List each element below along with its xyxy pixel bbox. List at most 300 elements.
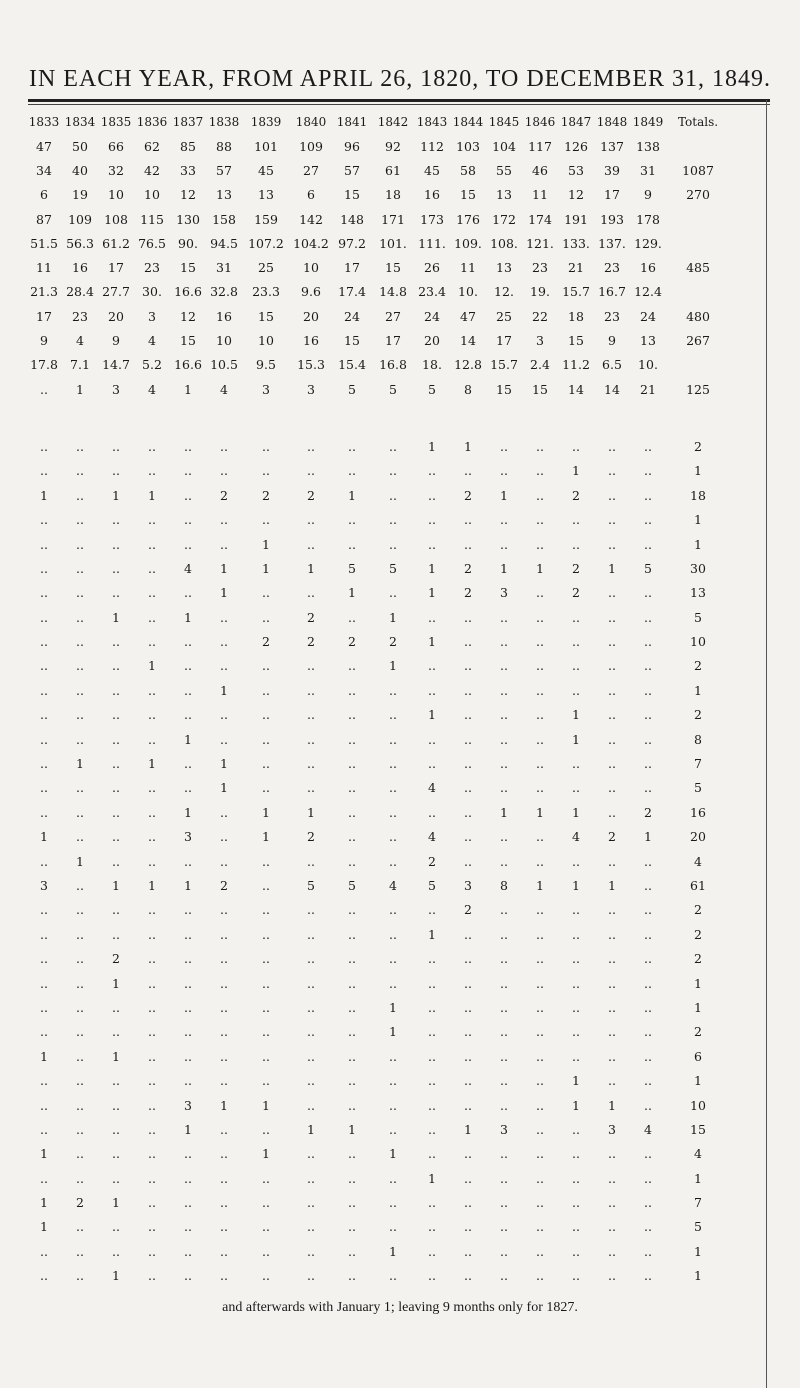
table-cell: 2 xyxy=(464,585,472,601)
table-cell: 23 xyxy=(532,260,548,276)
total-cell: 1 xyxy=(694,1268,702,1284)
table-cell: 2 xyxy=(307,609,315,625)
table-cell: .. xyxy=(148,1170,156,1186)
table-cell: 5 xyxy=(428,381,436,397)
table-cell: .. xyxy=(500,1048,508,1064)
table-cell: .. xyxy=(500,1243,508,1259)
header-year: 1844 xyxy=(452,115,484,129)
table-cell: .. xyxy=(608,682,616,698)
table-cell: .. xyxy=(348,756,356,772)
total-cell: 61 xyxy=(690,877,706,893)
total-cell xyxy=(666,280,730,304)
table-cell: 2 xyxy=(644,804,652,820)
table-cell: 18 xyxy=(568,308,584,324)
table-cell: .. xyxy=(112,658,120,674)
table-cell: 112 xyxy=(420,138,444,154)
table-cell: .. xyxy=(148,1146,156,1162)
table-cell: .. xyxy=(40,381,48,397)
table-row xyxy=(26,304,730,328)
table-cell: .. xyxy=(76,536,84,552)
table-cell: .. xyxy=(389,1219,397,1235)
table-cell: .. xyxy=(148,560,156,576)
total-cell: 1 xyxy=(694,512,702,528)
table-cell: .. xyxy=(389,1268,397,1284)
table-cell: .. xyxy=(608,1048,616,1064)
table-cell: .. xyxy=(76,975,84,991)
table-cell: .. xyxy=(389,536,397,552)
table-cell: .. xyxy=(348,902,356,918)
table-cell: .. xyxy=(40,609,48,625)
table-cell: 2 xyxy=(464,487,472,503)
table-cell: 3 xyxy=(112,381,120,397)
table-cell: .. xyxy=(644,853,652,869)
table-cell: .. xyxy=(572,536,580,552)
table-cell: .. xyxy=(389,853,397,869)
table-cell: .. xyxy=(220,1121,228,1137)
table-cell: .. xyxy=(348,512,356,528)
table-row xyxy=(26,483,730,507)
table-cell: 1 xyxy=(148,658,156,674)
table-cell: 1 xyxy=(389,658,397,674)
table-cell: .. xyxy=(572,634,580,650)
table-cell: .. xyxy=(148,1243,156,1259)
table-cell: .. xyxy=(307,951,315,967)
table-cell: .. xyxy=(76,926,84,942)
table-cell: .. xyxy=(148,731,156,747)
table-cell: .. xyxy=(112,560,120,576)
table-cell: 4 xyxy=(148,333,156,349)
table-cell: .. xyxy=(76,829,84,845)
table-cell: 45 xyxy=(258,162,274,178)
table-cell: 1 xyxy=(220,560,228,576)
table-cell: 58 xyxy=(460,162,476,178)
table-cell: 5.2 xyxy=(142,357,162,373)
table-cell: .. xyxy=(464,804,472,820)
table-cell: .. xyxy=(464,975,472,991)
total-cell: 7 xyxy=(694,1195,702,1211)
table-cell: .. xyxy=(389,951,397,967)
table-cell: .. xyxy=(76,951,84,967)
table-cell: .. xyxy=(307,1048,315,1064)
table-cell: .. xyxy=(40,731,48,747)
table-row xyxy=(26,1093,730,1117)
table-cell: 1 xyxy=(608,877,616,893)
table-cell: .. xyxy=(500,853,508,869)
table-cell: .. xyxy=(307,438,315,454)
table-cell: 1 xyxy=(500,487,508,503)
table-cell: 109 xyxy=(68,211,92,227)
table-cell: 104 xyxy=(492,138,516,154)
table-cell: .. xyxy=(76,1121,84,1137)
total-cell: 2 xyxy=(694,658,702,674)
table-cell: 55 xyxy=(496,162,512,178)
table-cell: .. xyxy=(262,438,270,454)
total-cell: 2 xyxy=(694,707,702,723)
table-cell: 4 xyxy=(644,1121,652,1137)
table-cell: .. xyxy=(464,731,472,747)
table-cell: .. xyxy=(262,780,270,796)
table-cell: .. xyxy=(644,731,652,747)
total-cell: 1 xyxy=(694,1243,702,1259)
table-cell: .. xyxy=(500,1024,508,1040)
table-cell: 5 xyxy=(428,877,436,893)
table-cell: 6 xyxy=(40,187,48,203)
table-cell: .. xyxy=(112,536,120,552)
table-row xyxy=(26,328,730,352)
table-cell: .. xyxy=(148,512,156,528)
table-cell: .. xyxy=(184,1073,192,1089)
table-cell: .. xyxy=(40,999,48,1015)
table-cell: .. xyxy=(389,1048,397,1064)
table-cell: 108 xyxy=(104,211,128,227)
table-cell: 15 xyxy=(532,381,548,397)
table-cell: 1 xyxy=(148,877,156,893)
table-cell: .. xyxy=(608,487,616,503)
table-cell: 24 xyxy=(344,308,360,324)
total-cell: 2 xyxy=(694,438,702,454)
table-cell: 1 xyxy=(40,1146,48,1162)
table-cell: .. xyxy=(572,1268,580,1284)
table-cell: .. xyxy=(307,658,315,674)
table-cell: 2 xyxy=(76,1195,84,1211)
table-cell: .. xyxy=(262,682,270,698)
table-cell: 16 xyxy=(640,260,656,276)
table-cell: 11 xyxy=(532,187,548,203)
table-cell: .. xyxy=(112,463,120,479)
table-cell: .. xyxy=(500,707,508,723)
table-cell: .. xyxy=(76,999,84,1015)
table-cell: .. xyxy=(500,1170,508,1186)
table-cell: 1 xyxy=(262,1097,270,1113)
table-cell: .. xyxy=(464,1048,472,1064)
table-cell: .. xyxy=(500,756,508,772)
table-cell: .. xyxy=(464,1243,472,1259)
table-cell: .. xyxy=(112,682,120,698)
table-cell: .. xyxy=(184,951,192,967)
table-cell: 12. xyxy=(494,284,514,300)
table-cell: 8 xyxy=(500,877,508,893)
table-cell: .. xyxy=(184,463,192,479)
table-cell: 1 xyxy=(262,829,270,845)
table-cell: .. xyxy=(148,609,156,625)
table-row xyxy=(26,581,730,605)
table-cell: .. xyxy=(500,926,508,942)
table-cell: .. xyxy=(184,1024,192,1040)
table-cell: .. xyxy=(184,926,192,942)
table-cell: .. xyxy=(262,926,270,942)
table-row xyxy=(26,183,730,207)
table-cell: .. xyxy=(76,1268,84,1284)
header-year: 1849 xyxy=(632,115,664,129)
table-cell: 1 xyxy=(428,634,436,650)
table-cell: .. xyxy=(220,975,228,991)
table-cell: 2 xyxy=(428,853,436,869)
table-cell: 1 xyxy=(307,560,315,576)
table-cell: 101 xyxy=(254,138,278,154)
table-cell: .. xyxy=(464,1219,472,1235)
table-cell: .. xyxy=(262,1268,270,1284)
table-cell: 21.3 xyxy=(30,284,58,300)
table-cell: .. xyxy=(76,585,84,601)
table-cell: .. xyxy=(40,1268,48,1284)
table-cell: 2 xyxy=(572,585,580,601)
table-cell: 1 xyxy=(220,682,228,698)
table-cell: .. xyxy=(428,902,436,918)
table-cell: .. xyxy=(40,951,48,967)
table-cell: 16 xyxy=(72,260,88,276)
table-cell: .. xyxy=(262,1121,270,1137)
table-cell: 39 xyxy=(604,162,620,178)
table-cell: .. xyxy=(307,1073,315,1089)
table-cell: 76.5 xyxy=(138,235,166,251)
table-cell: 103 xyxy=(456,138,480,154)
table-cell: 1 xyxy=(184,731,192,747)
table-cell: .. xyxy=(40,707,48,723)
table-cell: .. xyxy=(464,1195,472,1211)
table-cell: .. xyxy=(348,804,356,820)
total-cell: 2 xyxy=(694,951,702,967)
table-cell: .. xyxy=(40,1097,48,1113)
table-cell: .. xyxy=(500,999,508,1015)
table-row xyxy=(26,556,730,580)
table-cell: .. xyxy=(220,731,228,747)
table-cell: .. xyxy=(536,1268,544,1284)
table-cell: .. xyxy=(500,951,508,967)
table-cell: .. xyxy=(220,804,228,820)
table-cell: .. xyxy=(536,463,544,479)
table-cell: .. xyxy=(184,658,192,674)
table-row xyxy=(26,207,730,231)
table-cell: .. xyxy=(536,780,544,796)
table-cell: .. xyxy=(428,1268,436,1284)
total-cell: 1 xyxy=(694,999,702,1015)
table-cell: .. xyxy=(644,999,652,1015)
table-cell: .. xyxy=(464,1268,472,1284)
table-cell: .. xyxy=(307,756,315,772)
table-cell: .. xyxy=(184,1195,192,1211)
table-cell: .. xyxy=(536,1170,544,1186)
table-cell: .. xyxy=(76,1219,84,1235)
table-cell: .. xyxy=(348,707,356,723)
table-cell: 8 xyxy=(464,381,472,397)
table-cell: .. xyxy=(389,1170,397,1186)
table-cell: .. xyxy=(262,877,270,893)
table-cell: 16 xyxy=(216,308,232,324)
table-cell: .. xyxy=(536,829,544,845)
table-cell: 24 xyxy=(640,308,656,324)
table-cell: 7.1 xyxy=(70,357,90,373)
table-cell: .. xyxy=(76,438,84,454)
table-cell: .. xyxy=(536,1097,544,1113)
table-row xyxy=(26,158,730,182)
table-cell: .. xyxy=(428,658,436,674)
table-cell: 33 xyxy=(180,162,196,178)
table-cell: 1 xyxy=(220,585,228,601)
table-cell: 10 xyxy=(216,333,232,349)
table-cell: .. xyxy=(40,512,48,528)
header-year: 1841 xyxy=(336,115,368,129)
table-cell: 2 xyxy=(348,634,356,650)
table-cell: .. xyxy=(307,1219,315,1235)
table-cell: 12.8 xyxy=(454,357,482,373)
header-year: 1836 xyxy=(136,115,168,129)
table-cell: .. xyxy=(572,1195,580,1211)
table-cell: .. xyxy=(348,1146,356,1162)
table-cell: .. xyxy=(76,1170,84,1186)
table-cell: 16.6 xyxy=(174,284,202,300)
table-cell: 61.2 xyxy=(102,235,130,251)
table-cell: 1 xyxy=(428,560,436,576)
table-cell: .. xyxy=(76,1097,84,1113)
table-cell: .. xyxy=(112,804,120,820)
table-cell: 92 xyxy=(385,138,401,154)
table-cell: .. xyxy=(572,438,580,454)
table-cell: .. xyxy=(644,1268,652,1284)
table-cell: .. xyxy=(536,1073,544,1089)
table-cell: 1 xyxy=(184,609,192,625)
table-cell: .. xyxy=(184,536,192,552)
table-cell: 1 xyxy=(112,487,120,503)
table-cell: .. xyxy=(644,438,652,454)
table-cell: .. xyxy=(220,1146,228,1162)
header-year: 1833 xyxy=(28,115,60,129)
table-cell: 1 xyxy=(500,560,508,576)
table-cell: 115 xyxy=(140,211,164,227)
table-cell: 10 xyxy=(258,333,274,349)
table-cell: .. xyxy=(220,463,228,479)
table-cell: 138 xyxy=(636,138,660,154)
table-cell: 1 xyxy=(112,1195,120,1211)
table-cell: .. xyxy=(148,902,156,918)
table-cell: .. xyxy=(428,1048,436,1064)
header-year: 1842 xyxy=(377,115,409,129)
table-cell: 19. xyxy=(530,284,550,300)
table-cell: .. xyxy=(148,975,156,991)
table-cell: 16.7 xyxy=(598,284,626,300)
table-cell: 66 xyxy=(108,138,124,154)
table-cell: .. xyxy=(572,609,580,625)
table-cell: 107.2 xyxy=(248,235,284,251)
table-cell: .. xyxy=(608,438,616,454)
table-cell: .. xyxy=(644,487,652,503)
table-cell: .. xyxy=(220,438,228,454)
table-cell: .. xyxy=(184,975,192,991)
table-cell: 15 xyxy=(460,187,476,203)
table-cell: 1 xyxy=(262,804,270,820)
table-cell: 2 xyxy=(464,902,472,918)
table-cell: .. xyxy=(148,804,156,820)
table-cell: 47 xyxy=(460,308,476,324)
table-cell: .. xyxy=(500,438,508,454)
table-cell: .. xyxy=(572,756,580,772)
table-cell: .. xyxy=(536,1195,544,1211)
table-row xyxy=(26,1117,730,1141)
table-cell: 14 xyxy=(460,333,476,349)
table-cell: .. xyxy=(40,463,48,479)
table-cell: 62 xyxy=(144,138,160,154)
table-cell: 129. xyxy=(634,235,662,251)
table-cell: .. xyxy=(148,1073,156,1089)
table-cell: 16.8 xyxy=(379,357,407,373)
table-cell: 15.4 xyxy=(338,357,366,373)
table-cell: 17 xyxy=(344,260,360,276)
table-cell: 85 xyxy=(180,138,196,154)
table-cell: 1 xyxy=(644,829,652,845)
table-cell: 32.8 xyxy=(210,284,238,300)
table-cell: 17.8 xyxy=(30,357,58,373)
table-cell: 3 xyxy=(536,333,544,349)
table-cell: .. xyxy=(307,585,315,601)
table-cell: .. xyxy=(307,1195,315,1211)
table-cell: .. xyxy=(608,658,616,674)
table-cell: .. xyxy=(40,804,48,820)
table-cell: 18. xyxy=(422,357,442,373)
table-cell: .. xyxy=(307,707,315,723)
table-cell: .. xyxy=(572,780,580,796)
table-cell: .. xyxy=(220,1219,228,1235)
table-cell: 17 xyxy=(36,308,52,324)
table-cell: 2 xyxy=(262,487,270,503)
table-cell: 1 xyxy=(307,804,315,820)
table-cell: .. xyxy=(348,999,356,1015)
table-cell: 1 xyxy=(348,487,356,503)
table-cell: .. xyxy=(428,999,436,1015)
table-cell: 1 xyxy=(262,536,270,552)
table-cell: 9.5 xyxy=(256,357,276,373)
table-cell: .. xyxy=(428,682,436,698)
header-year: 1846 xyxy=(524,115,556,129)
table-row xyxy=(26,1166,730,1190)
table-cell: 14.8 xyxy=(379,284,407,300)
table-cell: .. xyxy=(536,975,544,991)
table-cell: .. xyxy=(148,463,156,479)
table-cell: .. xyxy=(644,1219,652,1235)
table-cell: .. xyxy=(220,609,228,625)
table-cell: 13 xyxy=(640,333,656,349)
table-cell: .. xyxy=(220,1170,228,1186)
table-row xyxy=(26,434,730,458)
table-row xyxy=(26,751,730,775)
table-cell: .. xyxy=(40,1121,48,1137)
table-cell: .. xyxy=(112,1121,120,1137)
table-cell: .. xyxy=(389,1073,397,1089)
table-row xyxy=(26,605,730,629)
table-cell: 2 xyxy=(112,951,120,967)
table-cell: .. xyxy=(148,951,156,967)
table-cell: .. xyxy=(608,853,616,869)
table-cell: .. xyxy=(184,512,192,528)
table-cell: 1 xyxy=(464,438,472,454)
table-cell: .. xyxy=(464,926,472,942)
top-rule-thin xyxy=(28,104,770,105)
table-cell: .. xyxy=(348,951,356,967)
total-cell: 1 xyxy=(694,1073,702,1089)
table-cell: .. xyxy=(644,1170,652,1186)
table-cell: .. xyxy=(500,658,508,674)
table-cell: 23.4 xyxy=(418,284,446,300)
table-cell: 32 xyxy=(108,162,124,178)
table-row xyxy=(26,532,730,556)
total-cell: 1 xyxy=(694,682,702,698)
table-cell: .. xyxy=(76,1048,84,1064)
table-cell: 1 xyxy=(500,804,508,820)
table-cell: .. xyxy=(348,1219,356,1235)
table-cell: .. xyxy=(500,512,508,528)
total-cell: 270 xyxy=(686,187,710,203)
table-cell: .. xyxy=(220,926,228,942)
table-cell: .. xyxy=(112,1146,120,1162)
table-cell: 88 xyxy=(216,138,232,154)
